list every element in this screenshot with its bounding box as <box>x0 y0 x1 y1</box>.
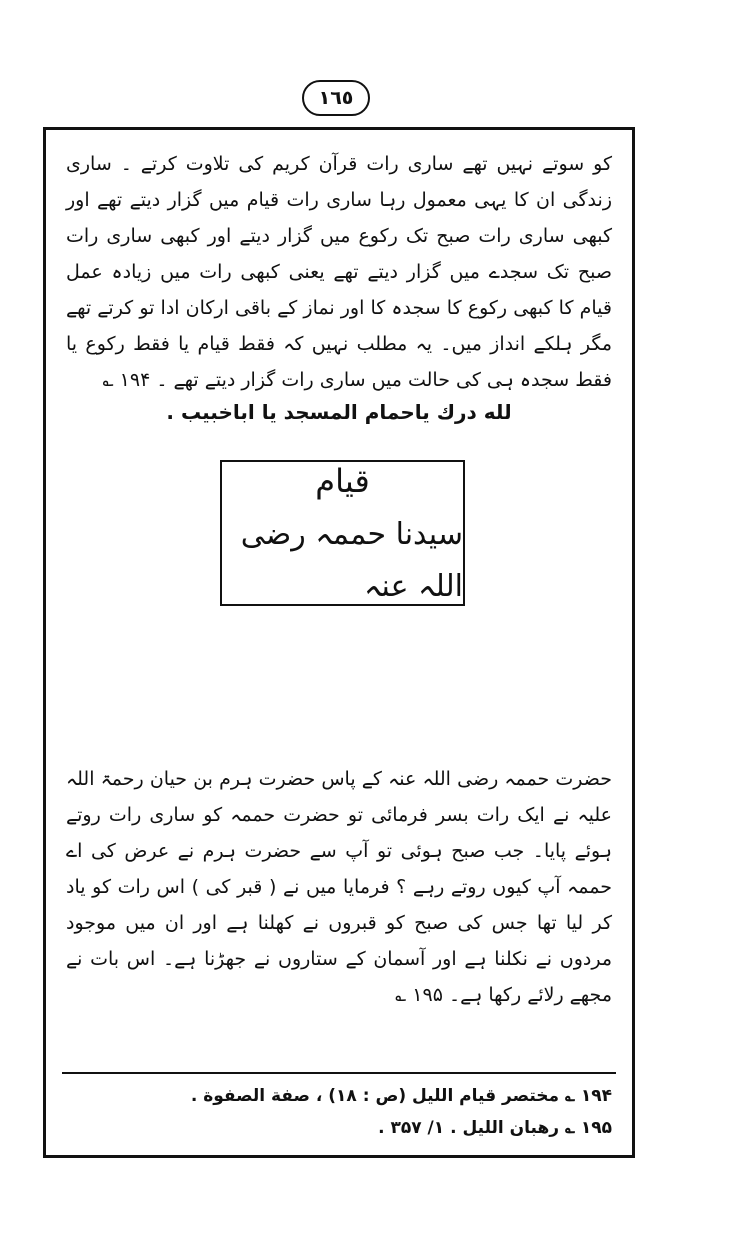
footnote-195: ۱۹۵ ؎ رهبان الليل . ۱/ ۳۵۷ . <box>378 1118 612 1138</box>
arabic-quote: لله درك ياحمام المسجد يا اباخبيب . <box>166 400 512 424</box>
footnote-divider <box>62 1072 616 1074</box>
footnotes <box>66 1080 612 1144</box>
section-title-box <box>220 460 465 606</box>
body-paragraph-1: کو سوتے نہیں تھے ساری رات قرآن کریم کی تلاوت کرتے ۔ ساری زندگی ان کا یہی معمول رہا ساری رات قیام میں گزار دیتے تھے اور کبھی ساری رات صبح تک رکوع میں گزار دیتے اور کبھی ساری رات صبح تک سجدے میں گزار دیتے تھے یعنی کبھی رات میں زیادہ عمل قیام کا کبھی رکوع کا سجدہ کا اور نماز کے باقی ارکان ادا تو کرتے تھے مگر ہلکے انداز میں۔ یہ مطلب نہیں کہ فقط قیام یا فقط رکوع یا فقط سجدہ ہی کی حالت میں ساری رات گزار دیتے تھے ۔ ۱۹۴ ؎ <box>66 153 612 391</box>
section-heading: قیام <box>315 462 370 500</box>
page-frame <box>43 127 635 1158</box>
body-paragraph-2: حضرت حممہ رضی اللہ عنہ کے پاس حضرت ہرم بن حیان رحمۃ اللہ علیہ نے ایک رات بسر فرمائی تو حضرت حممہ کو ساری رات روتے ہوئے پایا۔ جب صبح ہوئی تو آپ سے حضرت ہرم نے عرض کی اے حممہ آپ کیوں روتے رہے ؟ فرمایا میں نے ( قبر کی ) اس رات کو یاد کر لیا تھا جس کی صبح کو قبروں نے کھلنا ہے اور ان میں موجود مردوں نے نکلنا ہے اور آسمان کے ستاروں نے جھڑنا ہے۔ اس بات نے مجھے رلائے رکھا ہے۔ ۱۹۵ ؎ <box>66 768 612 1006</box>
section-subject-name: سیدنا حممہ رضی اللہ عنہ <box>240 517 463 604</box>
footnote-194: ۱۹۴ ؎ مختصر قيام الليل (ص : ۱۸) ، صفة الصفوة . <box>190 1086 612 1106</box>
page-number: ١٦٥ <box>302 80 370 116</box>
